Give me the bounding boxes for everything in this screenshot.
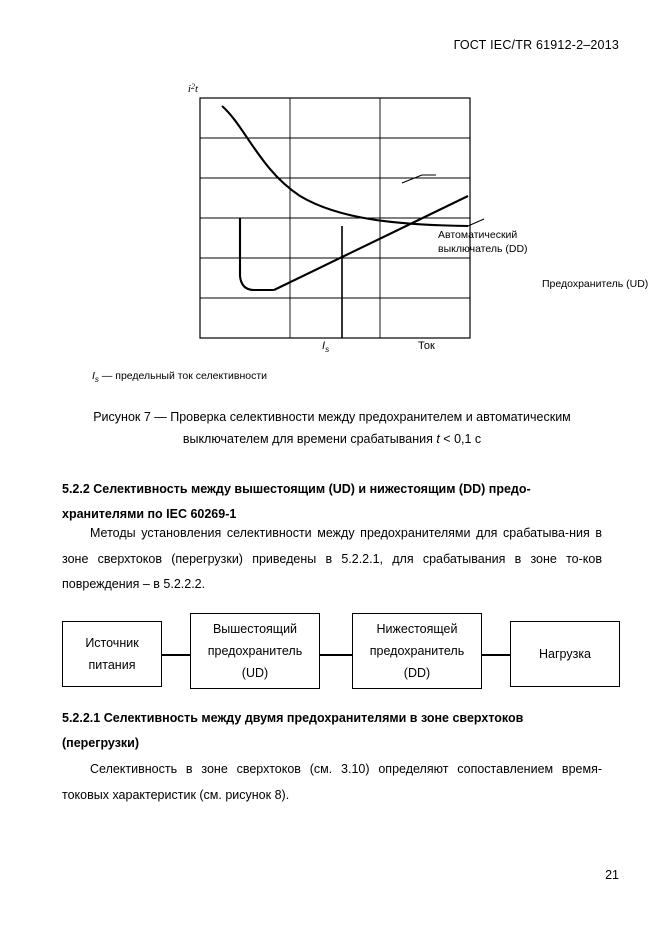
heading-5-2-2-line2: хранителями по IEC 60269-1	[62, 507, 237, 521]
paragraph-overcurrent-selectivity: Селективность в зоне сверхтоков (см. 3.10) определяют сопоставлением время-токовых характеристик (см. рисунок 8).	[62, 762, 602, 802]
diagram-connector-3	[482, 654, 510, 656]
figure-caption-line-2: выключателем для времени срабатывания t < 0,1 с	[182, 432, 482, 446]
heading-5-2-2	[62, 477, 602, 527]
diagram-box-load: Нагрузка	[510, 621, 620, 687]
block-diagram	[62, 613, 602, 685]
diagram-box-upstream-fuse: Вышестоящий предохранитель (UD)	[190, 613, 320, 689]
heading-5-2-2-line1: 5.2.2 Селективность между вышестоящим (UD) и нижестоящим (DD) предо-	[62, 482, 531, 496]
figure-caption	[62, 406, 602, 450]
diagram-box-downstream-fuse: Нижестоящей предохранитель (DD)	[352, 613, 482, 689]
diagram-connector-2	[320, 654, 352, 656]
annotation-fuse: Предохранитель (UD)	[542, 278, 649, 290]
figure-7	[0, 78, 661, 368]
heading-5-2-2-1-line2: (перегрузки)	[62, 736, 140, 750]
standard-header: ГОСТ IEC/TR 61912-2–2013	[453, 38, 619, 52]
y-axis-label: $i^2t$	[187, 82, 198, 95]
page-number: 21	[605, 868, 619, 882]
x-axis-label: Ток	[418, 340, 435, 352]
heading-5-2-2-1	[62, 706, 602, 756]
diagram-box-power-source: Источник питания	[62, 621, 162, 687]
figure-caption-line-1: Рисунок 7 — Проверка селективности между предохранителем и автоматическим	[93, 410, 571, 424]
is-axis-label: $I_s$	[322, 340, 330, 355]
annotation-circuit-breaker: Автоматический выключатель (DD)	[438, 229, 528, 255]
heading-5-2-2-1-line1: 5.2.2.1 Селективность между двумя предохранителями в зоне сверхтоков	[62, 711, 524, 725]
figure-note: $I_s$ — предельный ток селективности	[92, 370, 268, 385]
diagram-connector-1	[162, 654, 190, 656]
paragraph-methods: Методы установления селективности между предохранителями для срабатыва-ния в зоне сверхтоков (перегрузки) приведены в 5.2.2.1, для срабатывания в зоне то-ков повреждения – в 5.2.2.2.	[62, 526, 602, 591]
